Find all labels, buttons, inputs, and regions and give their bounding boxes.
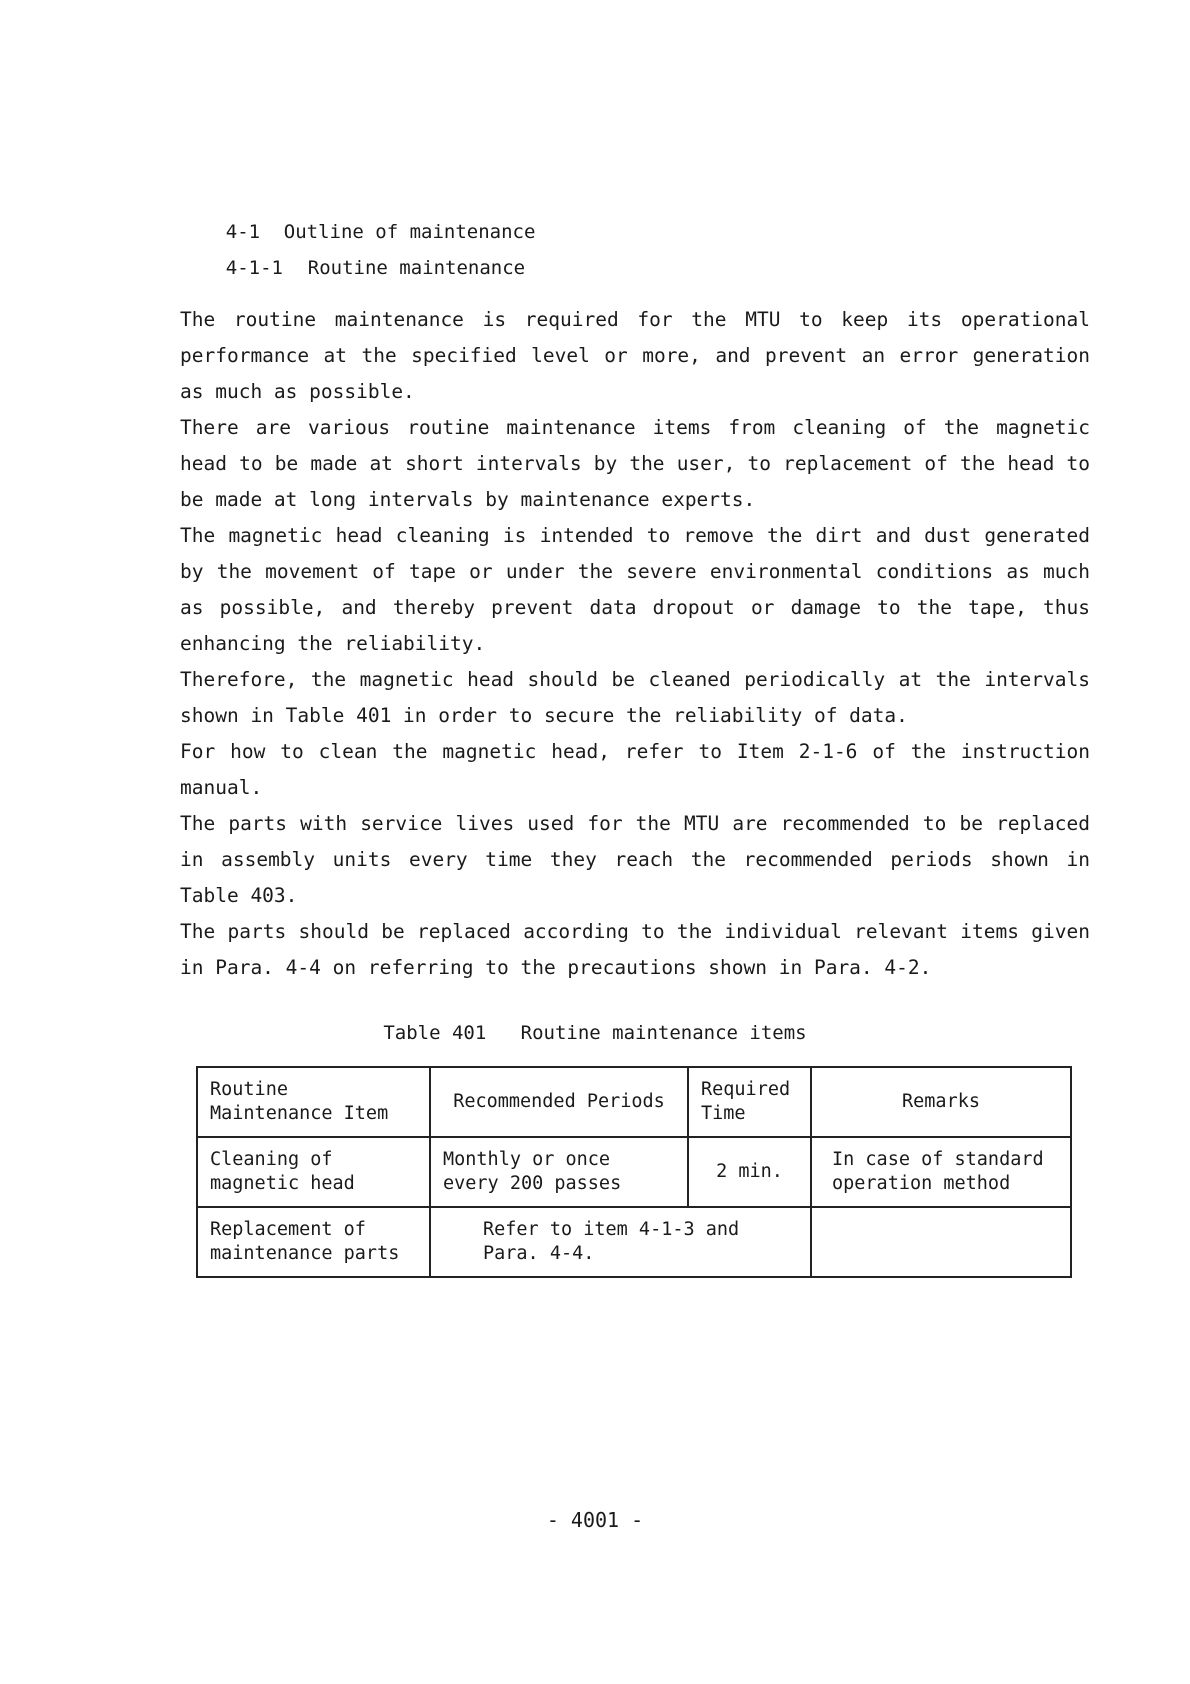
subsection-number: 4-1-1 bbox=[225, 257, 283, 279]
paragraph: For how to clean the magnetic head, refer to Item 2-1-6 of the instruction manual. bbox=[180, 740, 1090, 799]
header-maintenance-item: Routine Maintenance Item bbox=[197, 1067, 430, 1137]
paragraph: There are various routine maintenance items from cleaning of the magnetic head to be made at short intervals by the user, to replacement of the head to be made at long intervals by maintenance experts. bbox=[180, 416, 1090, 511]
cell-period: Monthly or once every 200 passes bbox=[430, 1137, 688, 1207]
header-required-time: Required Time bbox=[688, 1067, 811, 1137]
paragraph: The routine maintenance is required for the MTU to keep its operational performance at the specified level or more, and prevent an error generation as much as possible. bbox=[180, 308, 1090, 403]
paragraph: The parts with service lives used for the MTU are recommended to be replaced in assembly units every time they reach the recommended periods shown in Table 403. bbox=[180, 812, 1090, 907]
paragraph: Therefore, the magnetic head should be cleaned periodically at the intervals shown in Table 401 in order to secure the reliability of data. bbox=[180, 668, 1090, 727]
cell-item: Replacement of maintenance parts bbox=[197, 1207, 430, 1277]
maintenance-table bbox=[196, 1066, 1072, 1278]
cell-remarks: In case of standard operation method bbox=[811, 1137, 1071, 1207]
table-row bbox=[197, 1207, 1071, 1277]
table-header-row bbox=[197, 1067, 1071, 1137]
table-caption-number: Table 401 bbox=[383, 1022, 487, 1044]
table-caption bbox=[0, 1022, 1190, 1044]
page-number: - 4001 - bbox=[546, 1508, 644, 1532]
cell-remarks bbox=[811, 1207, 1071, 1277]
paragraph: The parts should be replaced according to the individual relevant items given in Para. 4-4 on referring to the precautions shown in Para. 4-2. bbox=[180, 920, 1090, 979]
table-row bbox=[197, 1137, 1071, 1207]
cell-period: Refer to item 4-1-3 and Para. 4-4. bbox=[430, 1207, 811, 1277]
paragraph: The magnetic head cleaning is intended to remove the dirt and dust generated by the movement of tape or under the severe environmental conditions as much as possible, and thereby prevent data dropout or damage to the tape, thus enhancing the reliability. bbox=[180, 524, 1090, 655]
cell-time: 2 min. bbox=[688, 1137, 811, 1207]
section-number: 4-1 bbox=[225, 221, 261, 243]
header-remarks: Remarks bbox=[811, 1067, 1071, 1137]
cell-item: Cleaning of magnetic head bbox=[197, 1137, 430, 1207]
subsection-title: Routine maintenance bbox=[307, 257, 526, 279]
section-title: Outline of maintenance bbox=[283, 221, 536, 243]
header-recommended-periods: Recommended Periods bbox=[430, 1067, 688, 1137]
body-text bbox=[180, 302, 1090, 986]
table-caption-title: Routine maintenance items bbox=[520, 1022, 807, 1044]
subsection-heading bbox=[180, 232, 525, 304]
